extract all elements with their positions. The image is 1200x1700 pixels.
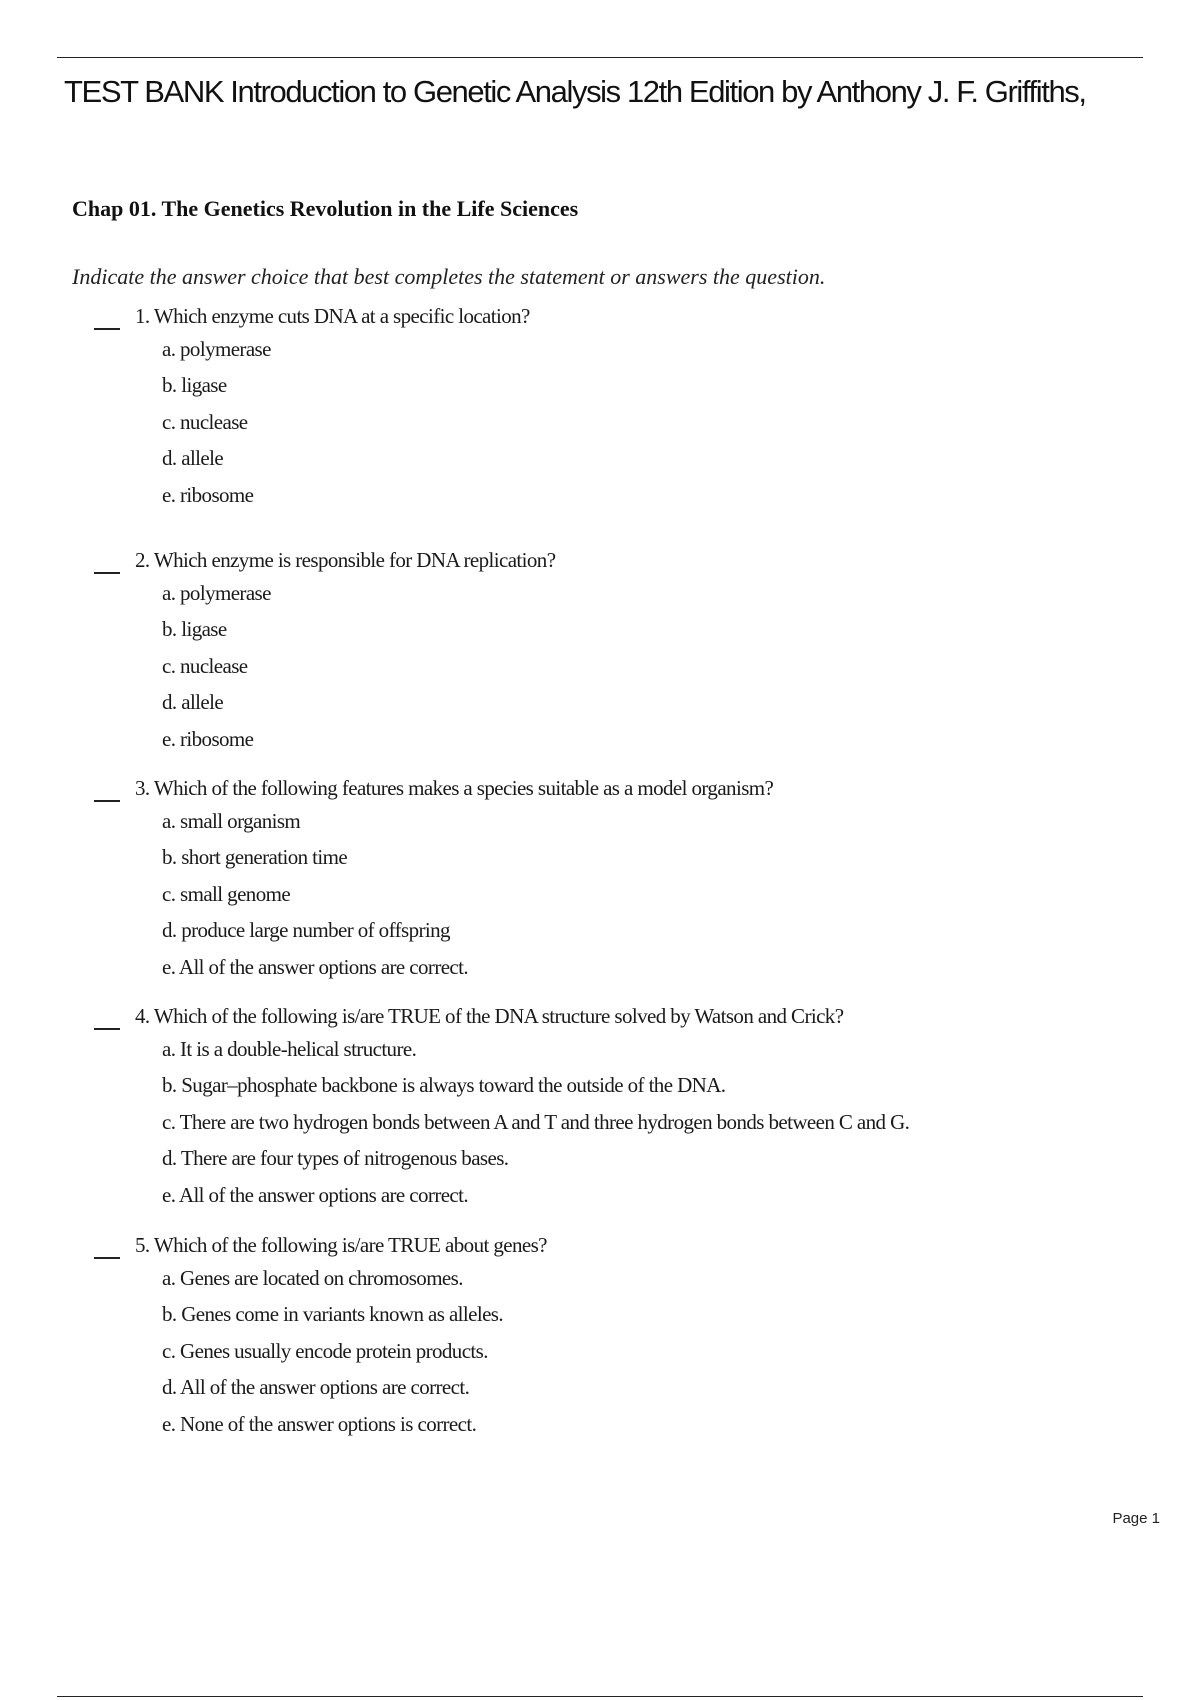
option-letter: a. — [162, 1037, 176, 1061]
option-letter: e. — [162, 954, 176, 979]
question-text: Which enzyme cuts DNA at a specific location? — [153, 304, 530, 328]
answer-option — [162, 1110, 909, 1146]
question-number: 2. — [135, 548, 150, 572]
answer-options — [162, 581, 271, 763]
question-stem — [135, 1004, 843, 1029]
option-text: ligase — [181, 373, 227, 398]
answer-blank[interactable] — [94, 328, 120, 330]
answer-option — [162, 1073, 909, 1109]
option-letter: c. — [162, 409, 176, 434]
answer-option — [162, 581, 271, 617]
answer-blank[interactable] — [94, 1257, 120, 1259]
option-text: It is a double-helical structure. — [180, 1037, 417, 1061]
bottom-rule — [57, 1696, 1143, 1697]
option-letter: a. — [162, 337, 176, 361]
option-text: small organism — [180, 809, 301, 833]
option-text: ribosome — [180, 726, 254, 751]
question-number: 3. — [135, 776, 150, 800]
question-stem — [135, 304, 530, 329]
answer-option — [162, 918, 468, 954]
option-letter: b. — [162, 1302, 177, 1327]
answer-blank[interactable] — [94, 800, 120, 802]
option-letter: d. — [162, 918, 177, 943]
answer-options — [162, 809, 468, 991]
option-text: Sugar–phosphate backbone is always toward the outside of the DNA. — [181, 1073, 726, 1098]
option-letter: d. — [162, 1375, 177, 1400]
option-text: All of the answer options are correct. — [178, 1182, 469, 1207]
answer-option — [162, 1146, 909, 1182]
question-stem — [135, 1233, 547, 1258]
option-letter: e. — [162, 1411, 176, 1436]
answer-option — [162, 446, 271, 482]
answer-option — [162, 809, 468, 845]
answer-option — [162, 882, 468, 918]
option-letter: d. — [162, 1146, 177, 1171]
option-text: polymerase — [180, 337, 271, 361]
question-stem — [135, 776, 773, 801]
option-text: ligase — [181, 617, 227, 642]
instructions-text: Indicate the answer choice that best completes the statement or answers the question. — [72, 264, 826, 289]
option-letter: c. — [162, 653, 176, 678]
option-letter: e. — [162, 482, 176, 507]
option-letter: c. — [162, 1109, 176, 1134]
answer-option — [162, 1037, 909, 1073]
option-text: ribosome — [180, 482, 254, 507]
question-text: Which of the following features makes a species suitable as a model organism? — [153, 776, 774, 800]
question-stem — [135, 548, 555, 573]
page-number: Page 1 — [1112, 1510, 1160, 1527]
option-letter: c. — [162, 1338, 176, 1363]
option-text: nuclease — [180, 653, 248, 678]
answer-blank[interactable] — [94, 1028, 120, 1030]
option-text: All of the answer options are correct. — [178, 954, 469, 979]
option-text: Genes usually encode protein products. — [180, 1338, 488, 1363]
option-text: polymerase — [180, 581, 271, 605]
option-text: None of the answer options is correct. — [180, 1411, 477, 1436]
answer-option — [162, 1302, 503, 1338]
answer-option — [162, 1266, 503, 1302]
answer-option — [162, 727, 271, 763]
option-text: There are four types of nitrogenous bases. — [180, 1146, 509, 1171]
option-text: All of the answer options are correct. — [180, 1375, 470, 1400]
option-letter: b. — [162, 845, 177, 870]
answer-option — [162, 1375, 503, 1411]
option-text: There are two hydrogen bonds between A and T and three hydrogen bonds between C and G. — [179, 1109, 910, 1134]
answer-option — [162, 410, 271, 446]
question-text: Which enzyme is responsible for DNA replication? — [153, 548, 556, 572]
answer-option — [162, 654, 271, 690]
option-letter: e. — [162, 1182, 176, 1207]
question-number: 5. — [135, 1233, 150, 1257]
answer-option — [162, 373, 271, 409]
option-text: small genome — [180, 881, 291, 906]
option-letter: d. — [162, 446, 177, 471]
chapter-heading: Chap 01. The Genetics Revolution in the Life Sciences — [72, 196, 579, 221]
option-letter: d. — [162, 690, 177, 715]
answer-option — [162, 483, 271, 519]
answer-option — [162, 845, 468, 881]
answer-option — [162, 690, 271, 726]
answer-blank[interactable] — [94, 572, 120, 574]
option-letter: a. — [162, 581, 176, 605]
option-letter: b. — [162, 617, 177, 642]
option-letter: a. — [162, 1266, 176, 1290]
answer-option — [162, 955, 468, 991]
option-letter: b. — [162, 1073, 177, 1098]
option-text: nuclease — [180, 409, 248, 434]
question-text: Which of the following is/are TRUE about genes? — [153, 1233, 547, 1257]
question-text: Which of the following is/are TRUE of the DNA structure solved by Watson and Crick? — [153, 1004, 844, 1028]
option-text: produce large number of offspring — [181, 918, 450, 943]
answer-option — [162, 1412, 503, 1448]
answer-option — [162, 617, 271, 653]
answer-option — [162, 1183, 909, 1219]
option-text: Genes come in variants known as alleles. — [181, 1302, 504, 1327]
document-title: TEST BANK Introduction to Genetic Analysis 12th Edition by Anthony J. F. Griffiths, — [64, 74, 1086, 109]
option-text: Genes are located on chromosomes. — [180, 1266, 463, 1290]
option-letter: b. — [162, 373, 177, 398]
answer-options — [162, 337, 271, 519]
answer-options — [162, 1037, 909, 1219]
answer-options — [162, 1266, 503, 1448]
option-letter: c. — [162, 881, 176, 906]
option-letter: e. — [162, 726, 176, 751]
answer-option — [162, 1339, 503, 1375]
option-letter: a. — [162, 809, 176, 833]
option-text: short generation time — [181, 845, 348, 870]
option-text: allele — [181, 446, 224, 471]
answer-option — [162, 337, 271, 373]
question-number: 1. — [135, 304, 150, 328]
question-number: 4. — [135, 1004, 150, 1028]
top-rule — [57, 57, 1143, 58]
option-text: allele — [181, 690, 224, 715]
